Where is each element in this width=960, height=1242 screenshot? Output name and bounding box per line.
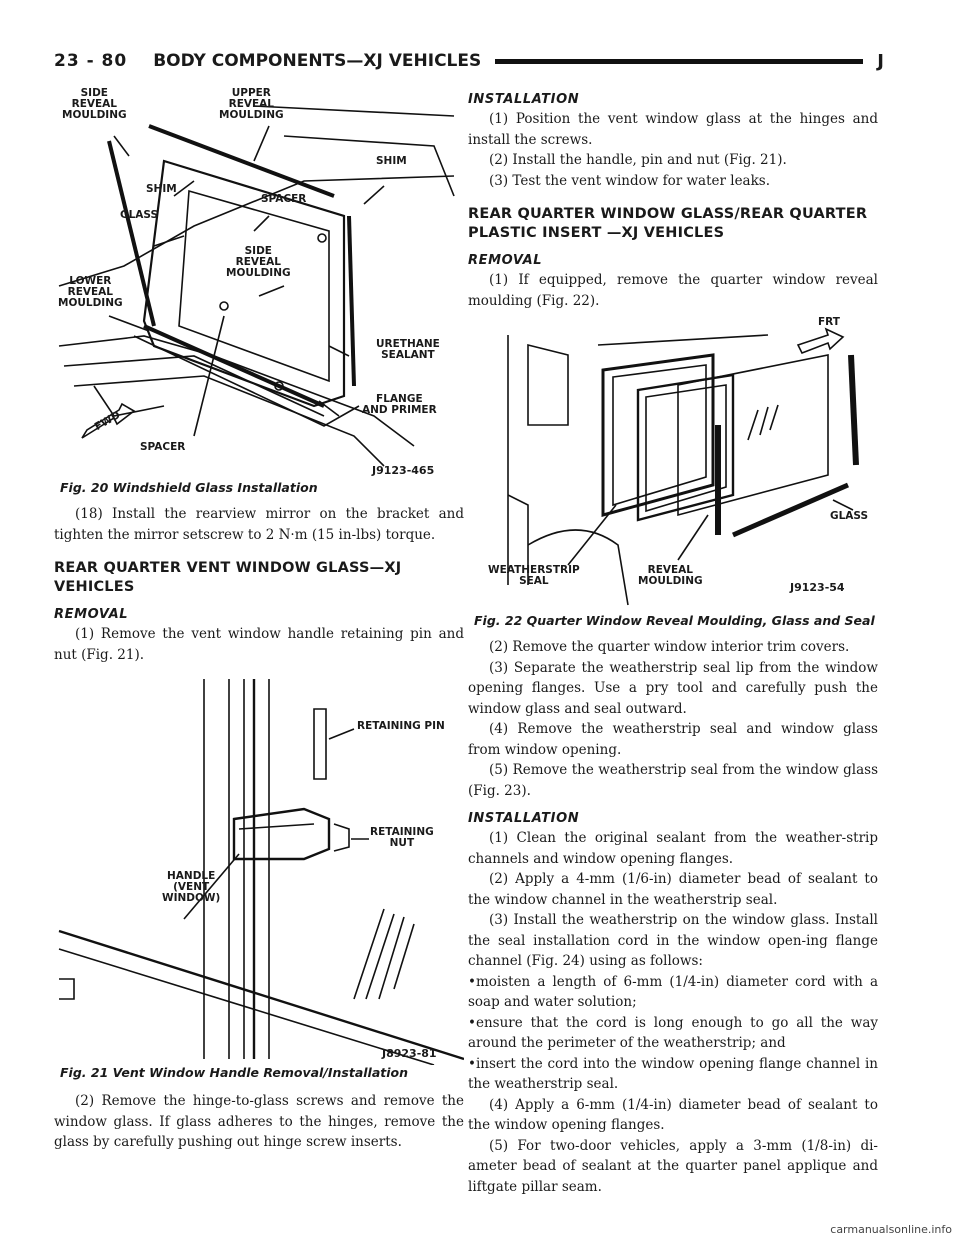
callout-spacer-bottom: SPACER xyxy=(140,441,186,453)
vent-install-1: (1) Position the vent window glass at the hinges and install the screws. xyxy=(468,111,878,148)
vent-removal-2: (2) Remove the hinge-to-glass screws and remove the window glass. If glass adheres to the hinges, remove the glass by carefully pushing out hinge screw inserts. xyxy=(54,1093,464,1150)
quarter-install-1: (1) Clean the original sealant from the weather-strip channels and window opening flanges. xyxy=(468,830,878,867)
quarter-removal-2: (2) Remove the quarter window interior trim covers. xyxy=(489,639,850,655)
subheading-installation: INSTALLATION xyxy=(468,92,580,107)
left-column xyxy=(54,86,464,1153)
vent-removal-1: (1) Remove the vent window handle retaining pin and nut (Fig. 21). xyxy=(54,626,464,663)
heading-quarter-window: REAR QUARTER WINDOW GLASS/REAR QUARTER PLASTIC INSERT —XJ VEHICLES xyxy=(468,206,868,241)
callout-side-reveal-moulding: SIDE REVEAL MOULDING xyxy=(62,87,127,121)
callout-urethane-sealant: URETHANE SEALANT xyxy=(376,338,440,361)
quarter-install-3: (3) Install the weatherstrip on the window glass. Install the seal installation cord in the window open-ing flange channel (Fig. 24) using as follows: xyxy=(468,912,878,969)
callout-weatherstrip-seal: WEATHERSTRIP SEAL xyxy=(488,564,580,587)
callout-retaining-pin: RETAINING PIN xyxy=(357,720,445,732)
callout-flange-and-primer: FLANGE AND PRIMER xyxy=(362,393,437,416)
vent-install-2: (2) Install the handle, pin and nut (Fig. 21). xyxy=(489,152,787,168)
figure-20 xyxy=(54,86,464,494)
callout-glass: GLASS xyxy=(830,510,869,522)
callout-lower-reveal-moulding: LOWER REVEAL MOULDING xyxy=(58,275,123,309)
callout-shim-left: SHIM xyxy=(146,183,177,195)
callout-glass: GLASS xyxy=(120,209,159,221)
bullet-item: •ensure that the cord is long enough to go all the way around the perimeter of the weatherstrip; and xyxy=(468,1014,878,1051)
callout-fwd: FWD xyxy=(92,408,123,434)
figure-caption: Fig. 20 Windshield Glass Installation xyxy=(60,480,318,495)
quarter-removal-5: (5) Remove the weatherstrip seal from the window glass (Fig. 23). xyxy=(468,762,878,799)
header-rule xyxy=(495,59,863,64)
right-column xyxy=(468,86,878,1197)
figure-caption: Fig. 21 Vent Window Handle Removal/Installation xyxy=(60,1065,409,1080)
figure-21 xyxy=(54,669,464,1081)
figure-code: J9123-465 xyxy=(372,464,435,477)
model-mark: J xyxy=(877,50,884,72)
callout-side-reveal-inner: SIDE REVEAL MOULDING xyxy=(226,245,291,279)
quarter-install-2: (2) Apply a 4-mm (1/6-in) diameter bead of sealant to the window channel in the weatherstrip seal. xyxy=(468,871,878,908)
figure-code: J9123-54 xyxy=(790,581,845,594)
callout-spacer-top: SPACER xyxy=(261,193,307,205)
callout-upper-reveal-moulding: UPPER REVEAL MOULDING xyxy=(219,87,284,121)
quarter-removal-3: (3) Separate the weatherstrip seal lip from the window opening flanges. Use a pry tool and carefully push the window glass and seal outward. xyxy=(468,659,878,717)
watermark: carmanualsonline.info xyxy=(830,1223,952,1236)
callout-frt: FRT xyxy=(818,316,840,328)
figure-22 xyxy=(468,315,878,631)
subheading-removal: REMOVAL xyxy=(468,253,543,268)
callout-shim-right: SHIM xyxy=(376,155,407,167)
figure-caption: Fig. 22 Quarter Window Reveal Moulding, Glass and Seal xyxy=(474,613,875,628)
subheading-installation: INSTALLATION xyxy=(468,811,580,826)
callout-retaining-nut: RETAINING NUT xyxy=(370,826,434,849)
quarter-removal-1: (1) If equipped, remove the quarter window reveal moulding (Fig. 22). xyxy=(468,272,878,309)
page-number: 23 - 80 xyxy=(54,51,128,71)
callout-reveal-moulding: REVEAL MOULDING xyxy=(638,564,703,587)
heading-vent-window: REAR QUARTER VENT WINDOW GLASS—XJ VEHICLES xyxy=(54,560,402,595)
page-header xyxy=(54,46,884,76)
quarter-removal-4: (4) Remove the weatherstrip seal and window glass from window opening. xyxy=(468,721,878,758)
quarter-install-5: (5) For two-door vehicles, apply a 3-mm (1/8-in) di-ameter bead of sealant at the quarter panel applique and liftgate pillar seam. xyxy=(468,1137,878,1195)
figure-code: J8923-81 xyxy=(382,1047,437,1060)
step-18: (18) Install the rearview mirror on the bracket and tighten the mirror setscrew to 2 N·m (15 in-lbs) torque. xyxy=(54,506,464,543)
quarter-install-4: (4) Apply a 6-mm (1/4-in) diameter bead of sealant to the window opening flanges. xyxy=(468,1096,878,1133)
bullet-item: •insert the cord into the window opening flange channel in the weatherstrip seal. xyxy=(468,1055,878,1092)
bullet-item: •moisten a length of 6-mm (1/4-in) diameter cord with a soap and water solution; xyxy=(468,973,878,1010)
subheading-removal: REMOVAL xyxy=(54,607,129,622)
vent-install-3: (3) Test the vent window for water leaks. xyxy=(489,172,771,189)
callout-handle-vent-window: HANDLE (VENT WINDOW) xyxy=(162,870,221,904)
section-title: BODY COMPONENTS—XJ VEHICLES xyxy=(153,51,482,71)
